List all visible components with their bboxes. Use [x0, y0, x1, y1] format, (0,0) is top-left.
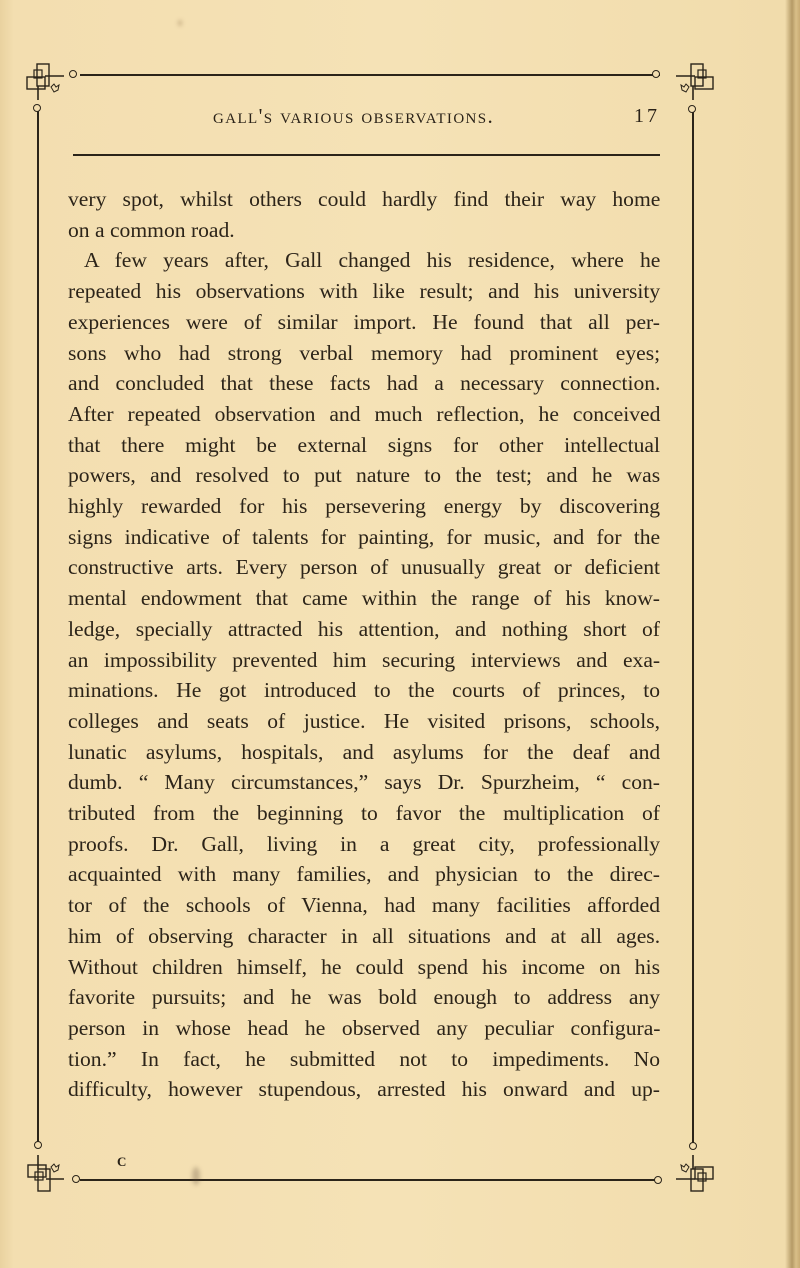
frame-knob-icon	[33, 104, 41, 112]
text-line: tributed from the beginning to favor the multiplication of	[68, 801, 660, 826]
text-line: A few years after, Gall changed his residence, where he	[84, 248, 661, 273]
text-line: on a common road.	[68, 217, 235, 242]
frame-left-rule	[37, 110, 39, 1145]
header-rule	[73, 154, 660, 156]
text-line: him of observing character in all situations and at all ages.	[68, 923, 661, 948]
text-line: sons who had strong verbal memory had prominent eyes;	[68, 340, 661, 365]
frame-knob-icon	[688, 105, 696, 113]
corner-ornament-icon	[24, 60, 64, 100]
corner-ornament-icon	[676, 1155, 716, 1195]
text-line: mental endowment that came within the range of his know-	[68, 586, 660, 611]
frame-bottom-rule	[80, 1179, 660, 1181]
frame-knob-icon	[652, 70, 660, 78]
frame-knob-icon	[689, 1142, 697, 1150]
text-line: dumb. “ Many circumstances,” says Dr. Spurzheim, “ con-	[68, 770, 660, 795]
frame-top-rule	[80, 74, 660, 76]
text-line: Without children himself, he could spend his income on his	[68, 954, 660, 979]
frame-right-rule	[692, 110, 694, 1145]
text-line: that there might be external signs for other intellectual	[68, 432, 660, 457]
running-head-title: gall's various observations.	[213, 104, 495, 128]
text-line: minations. He got introduced to the courts of princes, to	[68, 678, 660, 703]
text-line: powers, and resolved to put nature to the test; and he was	[68, 463, 661, 488]
frame-knob-icon	[72, 1175, 80, 1183]
text-line: experiences were of similar import. He found that all per-	[68, 309, 660, 334]
paper-stain	[192, 1167, 200, 1185]
text-line: colleges and seats of justice. He visited prisons, schools,	[68, 708, 660, 733]
text-line: an impossibility prevented him securing interviews and exa-	[68, 647, 661, 672]
frame-knob-icon	[34, 1141, 42, 1149]
text-line: After repeated observation and much reflection, he conceived	[68, 401, 661, 426]
frame-knob-icon	[654, 1176, 662, 1184]
text-line: tor of the schools of Vienna, had many facilities afforded	[68, 893, 661, 918]
corner-ornament-icon	[676, 60, 716, 100]
frame-knob-icon	[69, 70, 77, 78]
text-line: signs indicative of talents for painting, for music, and for the	[68, 524, 661, 549]
text-line: difficulty, however stupendous, arrested his onward and up-	[68, 1077, 660, 1102]
page-number: 17	[634, 105, 660, 127]
text-line: repeated his observations with like result; and his university	[68, 279, 661, 304]
text-line: person in whose head he observed any peculiar configura-	[68, 1015, 661, 1040]
text-line: constructive arts. Every person of unusually great or deficient	[68, 555, 660, 580]
text-line: favorite pursuits; and he was bold enough to address any	[68, 985, 660, 1010]
text-line: acquainted with many families, and physician to the direc-	[68, 862, 660, 887]
signature-mark: C	[117, 1154, 127, 1169]
paper-stain	[178, 20, 182, 26]
text-line: ledge, specially attracted his attention, and nothing short of	[68, 616, 660, 641]
body-text	[68, 184, 660, 1105]
text-line: proofs. Dr. Gall, living in a great city, professionally	[68, 831, 660, 856]
corner-ornament-icon	[24, 1155, 64, 1195]
text-line: and concluded that these facts had a necessary connection.	[68, 371, 661, 396]
text-line: tion.” In fact, he submitted not to impediments. No	[68, 1046, 660, 1071]
text-line: very spot, whilst others could hardly find their way home	[68, 187, 661, 211]
text-line: highly rewarded for his persevering energy by discovering	[68, 494, 661, 519]
text-line: lunatic asylums, hospitals, and asylums for the deaf and	[68, 739, 661, 764]
